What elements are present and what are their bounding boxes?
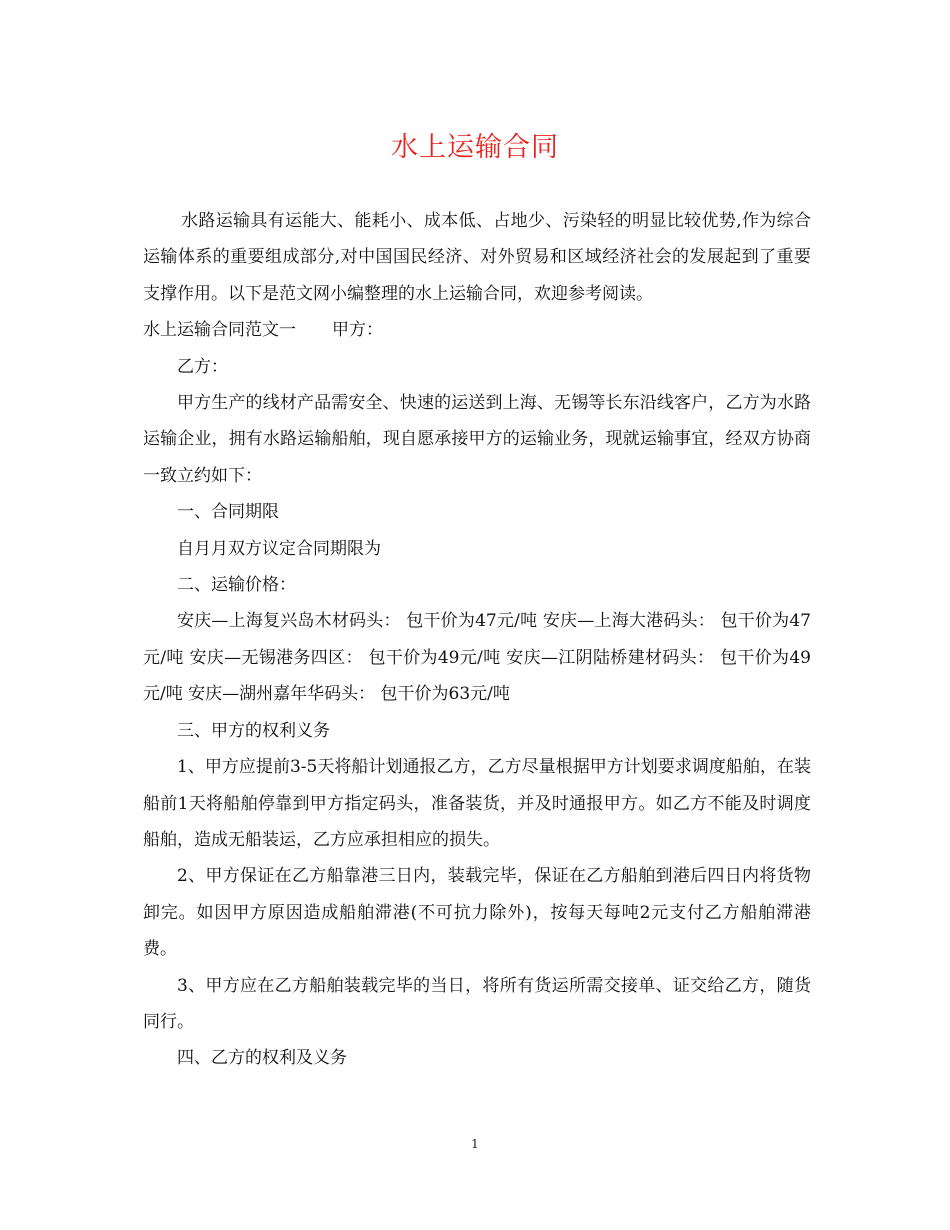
preamble-paragraph: 甲方生产的线材产品需安全、快速的运送到上海、无锡等长东沿线客户，乙方为水路运输企业，拥有水路运输船舶，现自愿承接甲方的运输业务，现就运输事宜，经双方协商一致立约如下： bbox=[143, 393, 811, 486]
section-2-heading: 二、运输价格： bbox=[177, 575, 296, 596]
sample-heading-line bbox=[143, 312, 811, 348]
party-a-label: 甲方： bbox=[332, 320, 383, 341]
section-4-heading: 四、乙方的权利及义务 bbox=[177, 1048, 347, 1069]
page-number: 1 bbox=[471, 1137, 479, 1151]
section-1-heading: 一、合同期限 bbox=[177, 502, 279, 523]
intro-paragraph: 水路运输具有运能大、能耗小、成本低、占地少、污染轻的明显比较优势,作为综合运输体系的重要组成部分,对中国国民经济、对外贸易和区域经济社会的发展起到了重要支撑作用。以下是范文网小编整理的水上运输合同，欢迎参考阅读。 bbox=[143, 211, 811, 304]
section-3-heading: 三、甲方的权利义务 bbox=[177, 720, 330, 741]
section-2-text: 安庆—上海复兴岛木材码头： 包干价为47元/吨 安庆—上海大港码头： 包干价为47元/吨 安庆—无锡港务四区： 包干价为49元/吨 安庆—江阴陆桥建材码头： 包干价为49元/吨 安庆—湖州嘉年华码头： 包干价为63元/吨 bbox=[143, 611, 811, 705]
sample-label: 水上运输合同范文一 bbox=[143, 320, 296, 341]
section-3-item-3: 3、甲方应在乙方船舶装载完毕的当日，将所有货运所需交接单、证交给乙方，随货同行。 bbox=[143, 975, 811, 1032]
section-1-text: 自月月双方议定合同期限为 bbox=[177, 538, 381, 559]
document-title: 水上运输合同 bbox=[391, 132, 559, 163]
party-b-label: 乙方： bbox=[177, 356, 228, 377]
section-3-item-1: 1、甲方应提前3-5天将船计划通报乙方，乙方尽量根据甲方计划要求调度船舶，在装船前1天将船舶停靠到甲方指定码头，准备装货，并及时通报甲方。如乙方不能及时调度船舶，造成无船装运，乙方应承担相应的损失。 bbox=[143, 757, 811, 850]
document-body bbox=[143, 203, 811, 1077]
section-3-item-2: 2、甲方保证在乙方船靠港三日内，装载完毕，保证在乙方船舶到港后四日内将货物卸完。如因甲方原因造成船舶滞港(不可抗力除外)，按每天每吨2元支付乙方船舶滞港费。 bbox=[143, 866, 811, 960]
